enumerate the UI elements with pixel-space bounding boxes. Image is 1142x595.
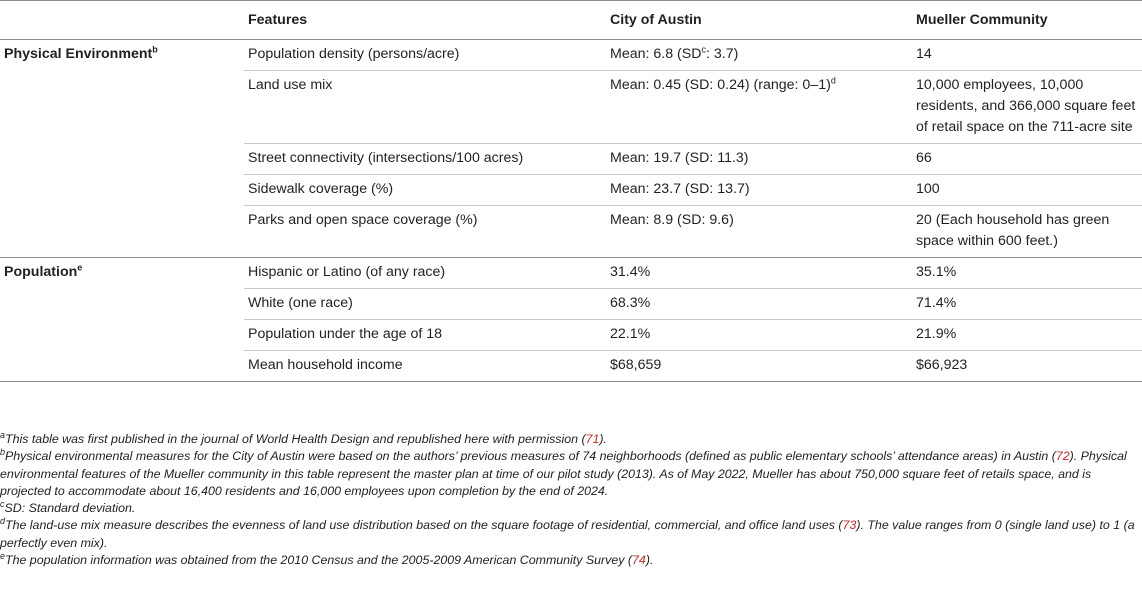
header-cell-mueller: Mueller Community [912, 1, 1142, 40]
table-row [0, 289, 1142, 320]
header-cell-group [0, 1, 244, 40]
austin-cell [606, 289, 912, 320]
feature-cell: Mean household income [244, 351, 606, 382]
group-empty-cell [0, 144, 244, 175]
mueller-cell: 20 (Each household has green space within 600 feet.) [912, 206, 1142, 258]
reference-link[interactable]: 74 [632, 553, 646, 568]
feature-cell: Population under the age of 18 [244, 320, 606, 351]
footnote-mark: a [0, 429, 6, 440]
table-row [0, 144, 1142, 175]
footnote-text: ). The value ranges from 0 (single land use) to 1 (a perfectly even mix). [0, 518, 1135, 550]
mueller-cell: 14 [916, 46, 932, 62]
feature-cell: Population density (persons/acre) [248, 46, 460, 62]
footnote-text: SD: Standard deviation. [4, 501, 136, 516]
group-empty-cell [0, 289, 244, 320]
austin-cell [606, 144, 912, 175]
austin-cell [606, 320, 912, 351]
group-empty-cell [0, 351, 244, 382]
table-row [0, 351, 1142, 382]
group-empty-cell [0, 71, 244, 144]
austin-cell [606, 71, 912, 144]
footnote-a [0, 431, 1142, 448]
footnote-mark: c [0, 499, 5, 510]
group-empty-cell [0, 320, 244, 351]
footnote-text: ). [599, 432, 607, 446]
footnote-c [0, 500, 1142, 517]
footnote-text: This table was first published in the journal of World Health Design and republished here with permission ( [5, 432, 586, 446]
header-row [0, 1, 1142, 40]
footnote-text: Physical environmental measures for the City of Austin were based on the authors’ previous measures of 74 neighborhoods (defined as public elementary schools’ attendance areas) in Austin ( [5, 449, 1056, 464]
footnote-mark: e [77, 262, 83, 273]
austin-value: 22.1% [610, 326, 651, 342]
austin-value-tail: : 3.7) [705, 46, 739, 62]
header-cell-features: Features [244, 1, 606, 40]
austin-value: Mean: 8.9 (SD: 9.6) [610, 212, 734, 228]
reference-link[interactable]: 71 [585, 432, 600, 446]
header-cell-austin: City of Austin [606, 1, 912, 40]
footnote-text: The land-use mix measure describes the evenness of land use distribution based on the square footage of residential, commercial, and office land uses ( [5, 518, 843, 533]
footnote-b [0, 448, 1142, 500]
table-footnotes [0, 431, 1142, 569]
mueller-cell: 71.4% [912, 289, 1142, 320]
footnote-mark: e [0, 550, 6, 561]
footnote-text: The population information was obtained from the 2010 Census and the 2005-2009 American Community Survey ( [5, 553, 633, 568]
table-row [0, 206, 1142, 258]
group-label-cell [0, 40, 244, 71]
austin-cell [606, 175, 912, 206]
austin-cell [606, 258, 912, 289]
group-label-cell [0, 258, 244, 289]
feature-cell: Hispanic or Latino (of any race) [244, 258, 606, 289]
mueller-cell: 35.1% [912, 258, 1142, 289]
group-label: Physical Environment [4, 46, 153, 62]
austin-value: $68,659 [610, 357, 662, 373]
austin-value: Mean: 19.7 (SD: 11.3) [610, 150, 749, 166]
footnote-text: ). [645, 553, 654, 568]
reference-link[interactable]: 72 [1055, 449, 1070, 464]
footnote-mark: d [0, 516, 6, 527]
feature-cell: Land use mix [244, 71, 606, 144]
austin-value: Mean: 23.7 (SD: 13.7) [610, 181, 750, 197]
footnote-mark: d [830, 75, 836, 86]
feature-cell: White (one race) [244, 289, 606, 320]
austin-cell [606, 40, 912, 71]
austin-value: Mean: 0.45 (SD: 0.24) (range: 0–1) [610, 77, 831, 93]
mueller-cell: $66,923 [912, 351, 1142, 382]
table-row [0, 258, 1142, 289]
footnote-mark: b [152, 44, 158, 55]
austin-cell [606, 206, 912, 258]
footnote-d [0, 517, 1142, 552]
feature-cell: Street connectivity (intersections/100 acres) [244, 144, 606, 175]
group-empty-cell [0, 175, 244, 206]
footnote-mark: c [701, 44, 706, 55]
footnote-e [0, 552, 1142, 569]
austin-value: Mean: 6.8 (SD [610, 46, 702, 62]
mueller-cell: 66 [912, 144, 1142, 175]
feature-cell: Parks and open space coverage (%) [244, 206, 606, 258]
reference-link[interactable]: 73 [842, 518, 857, 533]
table-row [0, 40, 1142, 71]
table-row [0, 71, 1142, 144]
austin-value: 31.4% [610, 264, 651, 280]
austin-cell [606, 351, 912, 382]
austin-value: 68.3% [610, 295, 651, 311]
table-row [0, 320, 1142, 351]
footnote-text: ). Physical environmental features of the Mueller community in this table represent the master plan at time of our pilot study (2013). As of May 2022, Mueller has about 750,000 square feet of retails space, and is projected to accommodate about 16,400 residents and 16,000 employees upon completion by the end of 2024. [0, 449, 1127, 498]
footnote-mark: b [0, 447, 6, 458]
group-label: Population [4, 264, 78, 280]
mueller-cell: 100 [912, 175, 1142, 206]
group-empty-cell [0, 206, 244, 258]
mueller-cell: 10,000 employees, 10,000 residents, and 366,000 square feet of retail space on the 711-acre site [912, 71, 1142, 144]
table-row [0, 175, 1142, 206]
feature-cell: Sidewalk coverage (%) [244, 175, 606, 206]
mueller-cell: 21.9% [912, 320, 1142, 351]
